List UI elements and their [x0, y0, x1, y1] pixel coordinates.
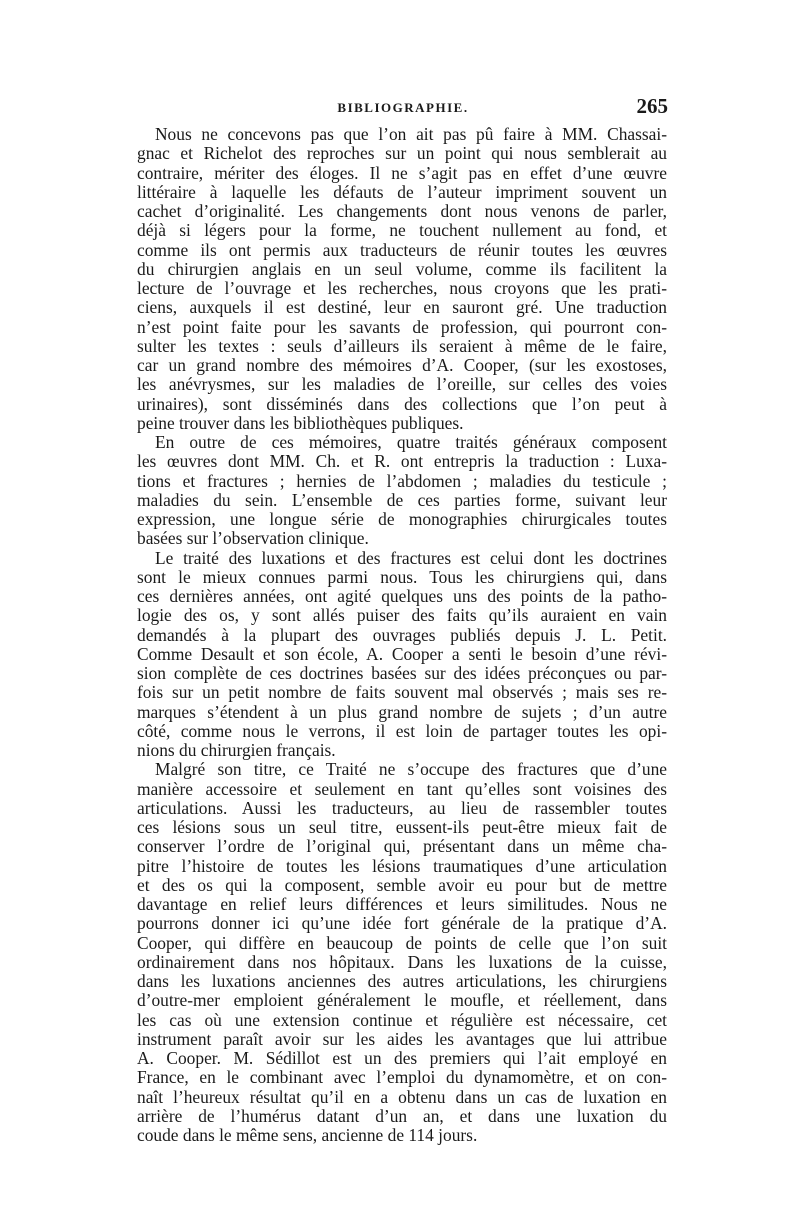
paragraph — [137, 760, 667, 1145]
text-line: sulter les textes : seuls d’ailleurs ils seraient à même de le faire, — [137, 336, 667, 356]
text-line: coude dans le même sens, ancienne de 114 jours. — [137, 1126, 478, 1145]
text-line: France, en le combinant avec l’emploi du dynamomètre, et on con- — [137, 1068, 667, 1088]
text-line: Cooper, qui diffère en beaucoup de points de celle que l’on suit — [137, 933, 667, 953]
page-number: 265 — [636, 94, 668, 118]
text-line: cachet d’originalité. Les changements dont nous venons de parler, — [137, 202, 667, 221]
text-line: arrière de l’humérus datant d’un an, et dans une luxation du — [137, 1106, 667, 1126]
text-line: Malgré son titre, ce Traité ne s’occupe des fractures que d’une — [155, 760, 667, 780]
paragraph — [137, 433, 667, 549]
text-line: davantage en relief leurs différences et leurs similitudes. Nous ne — [137, 895, 667, 914]
text-line: côté, comme nous le verrons, il est loin de partager toutes les opi- — [137, 721, 667, 741]
text-line: les anévrysmes, sur les maladies de l’oreille, sur celles des voies — [137, 375, 667, 395]
text-line: peine trouver dans les bibliothèques publiques. — [137, 413, 464, 433]
text-line: gnac et Richelot des reproches sur un point qui nous semblerait au — [137, 144, 667, 164]
text-line: littéraire à laquelle les défauts de l’auteur impriment souvent un — [137, 182, 667, 202]
text-line: d’outre-mer emploient généralement le moufle, et réellement, dans — [137, 991, 667, 1011]
text-line: déjà si légers pour la forme, ne touchent nullement au fond, et — [137, 221, 667, 241]
text-line: naît l’heureux résultat qu’il en a obtenu dans un cas de luxation en — [137, 1087, 667, 1107]
paragraph — [137, 125, 667, 433]
text-line: marques s’étendent à un plus grand nombre de sujets ; d’un autre — [137, 702, 667, 722]
text-line: pitre l’histoire de toutes les lésions traumatiques d’une articulation — [137, 856, 667, 876]
text-line: manière accessoire et seulement en tant qu’elles sont voisines des — [137, 779, 667, 799]
text-line: instrument paraît avoir sur les aides les avantages que lui attribue — [137, 1029, 667, 1049]
text-line: et des os qui la composent, semble avoir eu pour but de mettre — [137, 875, 667, 895]
text-line: expression, une longue série de monographies chirurgicales toutes — [137, 510, 667, 529]
text-line: dans les luxations anciennes des autres articulations, les chirurgiens — [137, 972, 667, 991]
text-line: ces dernières années, ont agité quelques uns des points de la patho- — [137, 587, 667, 606]
text-line: ordinairement dans nos hôpitaux. Dans les luxations de la cuisse, — [137, 952, 667, 972]
text-line: du chirurgien anglais en un seul volume, comme ils facilitent la — [137, 259, 667, 279]
text-line: fois sur un petit nombre de faits souvent mal observés ; mais ses re- — [137, 683, 667, 703]
running-title: BIBLIOGRAPHIE. — [337, 100, 469, 115]
text-line: A. Cooper. M. Sédillot est un des premiers qui l’ait employé en — [137, 1049, 667, 1068]
text-line: car un grand nombre des mémoires d’A. Cooper, (sur les exostoses, — [137, 356, 667, 375]
text-line: conserver l’ordre de l’original qui, présentant dans un même cha- — [137, 837, 667, 857]
text-line: pourrons donner ici qu’une idée fort générale de la pratique d’A. — [137, 914, 667, 934]
body-text — [137, 125, 667, 1145]
text-line: les œuvres dont MM. Ch. et R. ont entrepris la traduction : Luxa- — [137, 452, 667, 472]
text-line: sion complète de ces doctrines basées sur des idées préconçues ou par- — [137, 664, 667, 683]
paragraph — [137, 549, 667, 761]
text-line: Comme Desault et son école, A. Cooper a senti le besoin d’une révi- — [137, 644, 667, 664]
text-line: n’est point faite pour les savants de profession, qui pourront con- — [137, 317, 667, 337]
text-line: sont le mieux connues parmi nous. Tous les chirurgiens qui, dans — [137, 567, 667, 587]
text-line: urinaires), sont disséminés dans des collections que l’on peut à — [137, 394, 667, 414]
text-line: logie des os, y sont allés puiser des faits qu’ils auraient en vain — [137, 606, 667, 626]
text-line: Nous ne concevons pas que l’on ait pas pû faire à MM. Chassai- — [155, 125, 667, 144]
text-line: lecture de l’ouvrage et les recherches, nous croyons que les prati- — [137, 279, 667, 298]
text-line: nions du chirurgien français. — [137, 741, 336, 760]
text-line: maladies du sein. L’ensemble de ces parties forme, suivant leur — [137, 490, 667, 510]
text-line: demandés à la plupart des ouvrages publiés depuis J. L. Petit. — [137, 625, 667, 645]
text-line: En outre de ces mémoires, quatre traités généraux composent — [155, 433, 667, 452]
text-line: ces lésions sous un seul titre, eussent-ils peut-être mieux fait de — [137, 818, 667, 837]
text-line: Le traité des luxations et des fractures est celui dont les doctrines — [155, 548, 667, 568]
text-line: basées sur l’observation clinique. — [137, 529, 369, 549]
text-line: les cas où une extension continue et régulière est nécessaire, cet — [137, 1010, 667, 1030]
text-line: ciens, auxquels il est destiné, leur en sauront gré. Une traduction — [137, 298, 667, 318]
page-header — [138, 96, 668, 120]
text-line: contraire, mériter des éloges. Il ne s’agit pas en effet d’une œuvre — [137, 163, 667, 183]
text-line: comme ils ont permis aux traducteurs de réunir toutes les œuvres — [137, 240, 667, 260]
text-line: tions et fractures ; hernies de l’abdomen ; maladies du testicule ; — [137, 471, 667, 491]
text-line: articulations. Aussi les traducteurs, au lieu de rassembler toutes — [137, 798, 667, 818]
